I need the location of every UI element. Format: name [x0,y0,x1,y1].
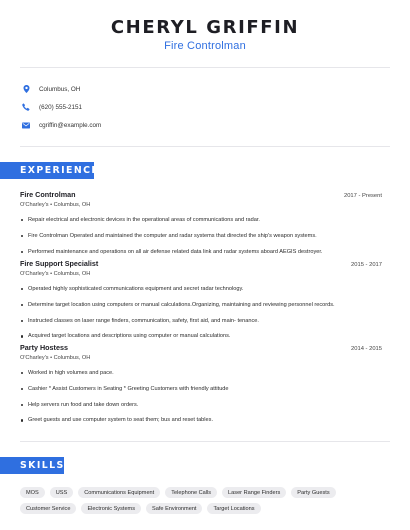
skills-list [20,487,392,514]
job-entry [20,343,382,433]
email-text: cgriffin@example.com [39,121,102,129]
skill-chip: Communications Equipment [78,487,160,498]
phone-icon [22,103,30,111]
phone-text: (620) 555-2151 [39,103,83,111]
candidate-name: CHERYL GRIFFIN [110,17,300,38]
location-text: Columbus, OH [39,85,81,93]
job-bullet: Fire Controlman Operated and maintained the computer and radar systems that directed the ship's weapon systems. [20,233,382,239]
skill-chip: Electronic Systems [81,503,141,514]
job-bullet: Cashier * Assist Customers in Seating * Greeting Customers with friendly attitude [20,386,382,392]
skill-chip: Customer Service [20,503,76,514]
job-bullets [20,217,382,255]
job-entry [20,190,382,264]
job-bullets [20,370,382,423]
job-bullet: Determine target location using computers or manual calculations.Organizing, maintaining and reviewing personnel records. [20,302,382,308]
job-bullet: Help servers run food and take down orders. [20,402,382,408]
job-bullets [20,286,382,339]
skill-chip: Target Locations [207,503,260,514]
job-bullet: Repair electrical and electronic devices in the operational areas of communications and radar. [20,217,382,223]
job-bullet: Operated highly sophisticated communications equipment and secret radar technology. [20,286,382,292]
job-bullet: Performed maintenance and operations on all air defense related data link and radar systems aboard AEGIS destroyer. [20,249,382,255]
location-pin-icon [22,85,30,93]
skills-heading: SKILLS [0,457,64,474]
skill-chip: USS [50,487,74,498]
job-title-headline: Fire Controlman [164,40,246,52]
job-bullet: Greet guests and use computer system to seat them; bus and reset tables. [20,417,382,423]
skill-chip: Party Guests [291,487,335,498]
skill-chip: Telephone Calls [165,487,217,498]
divider-top [20,67,390,68]
job-title: Fire Support Specialist [20,259,99,268]
job-company: O'Charley's • Columbus, OH [20,271,91,277]
skill-chip: MOS [20,487,45,498]
contact-location [22,85,80,93]
job-bullet: Instructed classes on laser range finders, communication, safety, first aid, and main- tenance. [20,318,382,324]
job-company: O'Charley's • Columbus, OH [20,202,91,208]
contact-email [22,121,101,129]
job-title: Party Hostess [20,343,68,352]
skill-chip: Laser Range Finders [222,487,286,498]
job-dates: 2017 - Present [343,193,382,199]
divider-contact [20,146,390,147]
email-icon [22,121,30,129]
job-bullet: Worked in high volumes and pace. [20,370,382,376]
experience-heading: EXPERIENCE [0,162,94,179]
contact-phone [22,103,82,111]
divider-skills [20,441,390,442]
job-dates: 2015 - 2017 [351,262,382,268]
skill-chip: Safe Environment [146,503,202,514]
job-entry [20,259,382,349]
job-title: Fire Controlman [20,190,76,199]
job-dates: 2014 - 2015 [351,346,382,352]
job-bullet: Acquired target locations and descriptions using computer or manual calculations. [20,333,382,339]
job-company: O'Charley's • Columbus, OH [20,355,91,361]
